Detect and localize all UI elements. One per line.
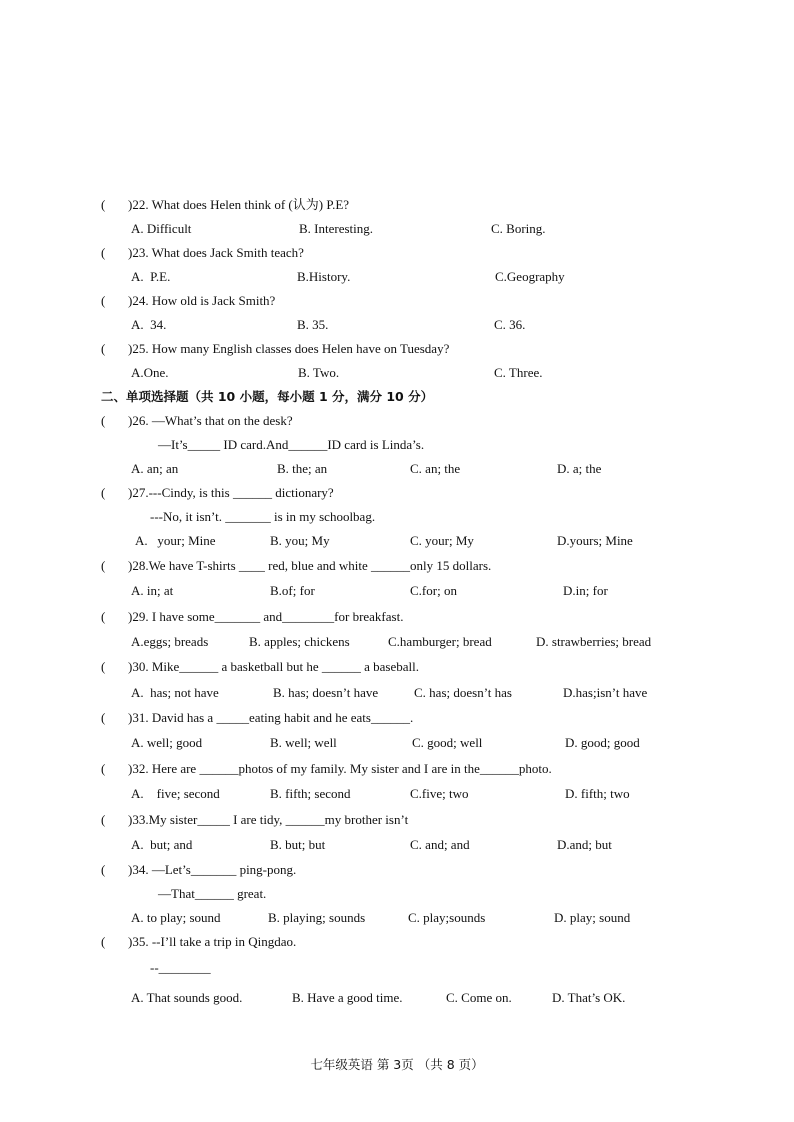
answer-blank[interactable]: ( [101,197,106,212]
question-stem: )35. --I’ll take a trip in Qingdao. [128,934,297,949]
answer-blank[interactable]: ( [101,812,106,827]
option-b: B.History. [297,269,351,284]
option-c: C.five; two [410,786,469,801]
option-c: C. an; the [410,461,461,476]
option-a: A. Difficult [131,221,192,236]
answer-blank[interactable]: ( [101,609,106,624]
option-a: A. an; an [131,461,179,476]
answer-blank[interactable]: ( [101,659,106,674]
option-d: D.has;isn’t have [563,685,648,700]
option-b: B. the; an [277,461,328,476]
answer-blank[interactable]: ( [101,485,106,500]
option-d: D. good; good [565,735,640,750]
question-stem: )24. How old is Jack Smith? [128,293,276,308]
option-b: B. has; doesn’t have [273,685,379,700]
option-b: B. you; My [270,533,330,548]
option-a: A.One. [131,365,169,380]
option-b: B.of; for [270,583,315,598]
option-a: A. to play; sound [131,910,221,925]
option-d: D.and; but [557,837,612,852]
option-d: D.in; for [563,583,608,598]
option-d: D. strawberries; bread [536,634,652,649]
option-c: C.hamburger; bread [388,634,492,649]
option-a: A. in; at [131,583,174,598]
question-stem: )26. —What’s that on the desk? [128,413,293,428]
question-stem: )27.---Cindy, is this ______ dictionary? [128,485,334,500]
answer-blank[interactable]: ( [101,710,106,725]
option-a: A.eggs; breads [131,634,209,649]
question-stem: )34. —Let’s_______ ping-pong. [128,862,297,877]
option-a: A. has; not have [131,685,219,700]
question-stem: )25. How many English classes does Helen have on Tuesday? [128,341,450,356]
option-a: A. well; good [131,735,203,750]
question-stem: )29. I have some_______ and________for breakfast. [128,609,404,624]
option-c: C.for; on [410,583,457,598]
answer-blank[interactable]: ( [101,934,106,949]
option-a: A. five; second [131,786,220,801]
option-c: C. Three. [494,365,543,380]
dialogue-line: —That______ great. [158,886,267,901]
option-c: C. 36. [494,317,526,332]
option-b: B. Have a good time. [292,990,403,1005]
option-a: A. your; Mine [135,533,216,548]
question-stem: )30. Mike______ a basketball but he ______ a baseball. [128,659,419,674]
option-c: C. good; well [412,735,483,750]
question-stem: )33.My sister_____ I are tidy, ______my brother isn’t [128,812,409,827]
option-a: A. That sounds good. [131,990,243,1005]
option-a: A. 34. [131,317,167,332]
answer-blank[interactable]: ( [101,761,106,776]
answer-blank[interactable]: ( [101,245,106,260]
option-b: B. but; but [270,837,326,852]
option-b: B. Two. [298,365,340,380]
answer-blank[interactable]: ( [101,293,106,308]
question-stem: )23. What does Jack Smith teach? [128,245,304,260]
answer-blank[interactable]: ( [101,341,106,356]
option-c: C. play;sounds [408,910,486,925]
option-d: D. play; sound [554,910,631,925]
option-d: D. a; the [557,461,602,476]
answer-blank[interactable]: ( [101,862,106,877]
option-d: D.yours; Mine [557,533,633,548]
option-c: C. has; doesn’t has [414,685,512,700]
question-stem: )22. What does Helen think of (认为) P.E? [128,197,350,212]
option-b: B. fifth; second [270,786,351,801]
option-c: C.Geography [495,269,565,284]
question-stem: )28.We have T-shirts ____ red, blue and white ______only 15 dollars. [128,558,492,573]
section-heading: 二、单项选择题（共 10 小题，每小题 1 分，满分 10 分） [101,389,434,404]
question-stem: )31. David has a _____eating habit and he eats______. [128,710,414,725]
option-b: B. well; well [270,735,337,750]
option-c: C. Boring. [491,221,546,236]
option-b: B. Interesting. [299,221,374,236]
option-b: B. apples; chickens [249,634,350,649]
question-stem: )32. Here are ______photos of my family. My sister and I are in the______photo. [128,761,552,776]
answer-blank[interactable]: ( [101,558,106,573]
option-a: A. P.E. [131,269,171,284]
answer-blank[interactable]: ( [101,413,106,428]
option-d: D. That’s OK. [552,990,626,1005]
option-d: D. fifth; two [565,786,630,801]
option-b: B. 35. [297,317,329,332]
dialogue-line: --________ [150,960,211,975]
option-b: B. playing; sounds [268,910,366,925]
option-c: C. and; and [410,837,470,852]
option-a: A. but; and [131,837,193,852]
dialogue-line: —It’s_____ ID card.And______ID card is Linda’s. [158,437,425,452]
option-c: C. Come on. [446,990,512,1005]
page-footer: 七年级英语 第 3页 （共 8 页） [310,1057,484,1072]
option-c: C. your; My [410,533,474,548]
dialogue-line: ---No, it isn’t. _______ is in my schoolbag. [150,509,376,524]
